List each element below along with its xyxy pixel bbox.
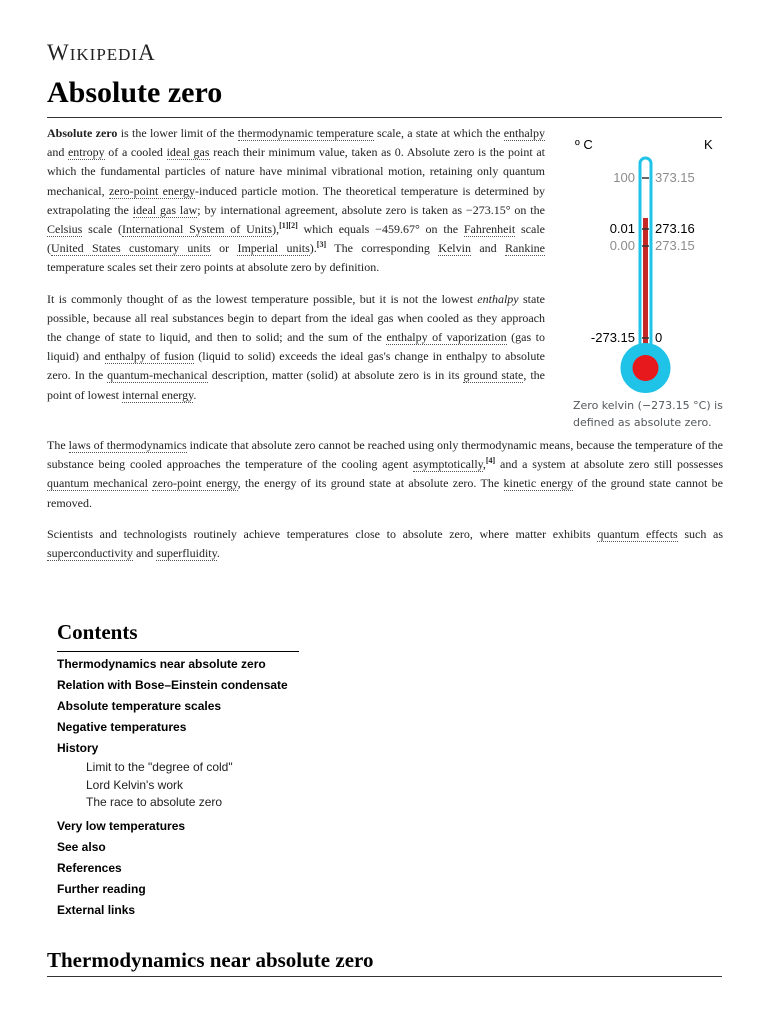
body-section [47,436,723,575]
reference-2[interactable]: [2] [288,221,298,231]
lead-paragraph-2 [47,290,545,405]
link-kelvin[interactable]: Kelvin [438,241,471,256]
reference-4[interactable]: [4] [485,456,496,466]
c-value-100: 100 [613,170,635,185]
reference-1[interactable]: [1] [279,221,289,231]
emphasis-enthalpy: enthalpy [477,291,519,306]
link-zero-point-energy[interactable]: zero-point energy [108,183,196,198]
text: which equals −459.67° on the [297,222,464,237]
link-enthalpy[interactable]: enthalpy [503,126,546,140]
link-rankine[interactable]: Rankine [505,241,546,256]
link-quantum-mechanical[interactable]: quantum-mechanical [107,368,208,383]
toc-title: Contents [57,620,138,644]
toc-item-absolute-scales[interactable]: Absolute temperature scales [57,699,222,713]
k-value-zero: 0 [655,330,663,345]
link-asymptotically[interactable]: asymptotically [413,457,483,472]
text: Scientists and technologists routinely achieve temperatures close to absolute zero, where matter exhibits [47,526,598,541]
text: and [47,145,68,160]
text: The [47,438,69,452]
link-superconductivity[interactable]: superconductivity [47,546,133,561]
thermometer-figure[interactable] [568,130,728,400]
link-quantum-effects[interactable]: quantum effects [597,526,678,541]
link-internal-energy[interactable]: internal energy [122,387,194,402]
text: and [470,241,506,256]
c-value-abs-zero: -273.15 [590,330,635,345]
text: -induced particle motion. The theoretical temperature is determined by extrapolating the [47,183,545,217]
text: , the energy of its ground state at absolute zero. The [237,476,504,491]
text: (gas to liquid) and [47,330,545,364]
link-fahrenheit[interactable]: Fahrenheit [463,222,516,237]
text: , the point of lowest [47,368,545,402]
toc-divider [57,651,299,652]
link-thermodynamic-temperature[interactable]: thermodynamic temperature [237,126,374,140]
text: is the lower limit of the [117,126,238,140]
toc-item-references[interactable]: References [57,860,122,875]
toc-subitem-lord-kelvin[interactable]: Lord Kelvin's work [86,777,183,792]
text: It is commonly thought of as the lowest temperature possible, but it is not the lowest [47,291,478,306]
text: ), [272,222,280,237]
k-value-27315: 273.15 [655,238,695,253]
toc-item-bose-einstein[interactable]: Relation with Bose–Einstein condensate [57,678,288,692]
c-value-000: 0.00 [609,238,635,253]
toc-item-external-links[interactable]: External links [57,902,136,917]
link-si-units[interactable]: International System of Units [121,222,273,237]
toc-item-history[interactable]: History [57,741,99,755]
toc-list [57,654,357,921]
logo-last-letter: A [138,40,156,65]
text: scale ( [47,222,545,256]
text: scale, a state at which the [373,126,504,140]
text: . [193,387,197,402]
toc-item-thermodynamics[interactable]: Thermodynamics near absolute zero [57,657,266,671]
toc-item-very-low-temperatures[interactable]: Very low temperatures [57,818,186,833]
text: and [132,546,157,561]
c-value-001: 0.01 [609,221,635,236]
k-value-27316: 273.16 [655,221,695,236]
toc-item-negative-temperatures[interactable]: Negative temperatures [57,720,187,734]
text: temperature scales set their zero points at absolute zero by definition. [47,260,380,275]
body-paragraph-4 [47,525,723,563]
text: reach their minimum value, taken as 0. Absolute zero is the point at which the fundamental particles of nature have minimal vibrational motion, retaining only quantum mechanical, [47,145,545,198]
text: of a cooled [104,145,167,160]
text: indicate that absolute zero cannot be reached using only thermodynamic means, because the temperature of the substance being cooled approaches the temperature of the cooling agent [47,438,723,472]
link-imperial-units[interactable]: Imperial units [237,241,310,256]
bold-term: Absolute zero [47,126,118,140]
text: such as [677,526,723,541]
text: or [210,241,238,256]
link-ground-state[interactable]: ground state [463,368,524,383]
text: . [216,546,220,561]
text: The corresponding [326,241,439,256]
k-value-373: 373.15 [655,170,695,185]
reference-3[interactable]: [3] [316,240,327,250]
figure-caption: Zero kelvin (−273.15 °C) is defined as absolute zero. [573,399,723,429]
text: of the ground state cannot be removed. [47,476,723,510]
section-divider [47,976,722,977]
toc-subitem-race[interactable]: The race to absolute zero [86,795,223,809]
link-kinetic-energy[interactable]: kinetic energy [503,476,573,491]
page-title: Absolute zero [47,76,223,109]
link-enthalpy-of-vaporization[interactable]: enthalpy of vaporization [386,330,507,345]
link-us-customary-units[interactable]: United States customary units [51,241,211,256]
table-of-contents [57,620,357,921]
toc-subitem-degree-of-cold[interactable]: Limit to the "degree of cold" [86,760,233,774]
text: state possible, because all real substances begin to depart from the ideal gas when cooled as they approach the change of state to liquid, and then to solid; and the sum of the [47,291,545,345]
link-entropy[interactable]: entropy [67,145,105,160]
toc-item-history-group [57,738,357,812]
toc-item-further-reading[interactable]: Further reading [57,881,146,896]
text: and a system at absolute zero still possesses [495,457,723,472]
link-ideal-gas[interactable]: ideal gas [166,145,210,160]
link-laws-of-thermodynamics[interactable]: laws of thermodynamics [68,438,187,452]
link-superfluidity[interactable]: superfluidity [156,546,217,561]
link-zero-point-energy-2[interactable]: zero-point energy [152,476,238,491]
celsius-label: º C [575,137,593,152]
link-enthalpy-of-fusion[interactable]: enthalpy of fusion [104,349,195,364]
mercury-column [643,218,648,348]
kelvin-label: K [704,137,713,152]
wikipedia-logo[interactable] [47,40,156,66]
logo-small-caps: IKIPEDI [69,45,139,64]
lead-paragraph-1 [47,124,545,278]
section-heading: Thermodynamics near absolute zero [47,948,374,972]
toc-sublist-history [57,759,357,812]
body-paragraph-3 [47,436,723,513]
lead-section [47,124,545,417]
text: ; by international agreement, absolute zero is taken as −273.15° on the [197,202,545,217]
link-ideal-gas-law[interactable]: ideal gas law [132,202,198,217]
link-quantum-mechanical-2[interactable]: quantum mechanical [47,476,148,491]
text: ). [309,241,317,256]
mercury-bulb [633,355,659,381]
title-divider [47,117,722,118]
text: scale ( [82,222,122,237]
text: (liquid to solid) exceeds the ideal gas's change in enthalpy to absolute zero. In the [47,349,545,383]
toc-item-see-also[interactable]: See also [57,839,106,854]
link-celsius[interactable]: Celsius [47,222,83,237]
text: , [482,457,486,472]
logo-first-letter: W [47,40,70,65]
text: description, matter (solid) at absolute zero is in its [207,368,464,383]
